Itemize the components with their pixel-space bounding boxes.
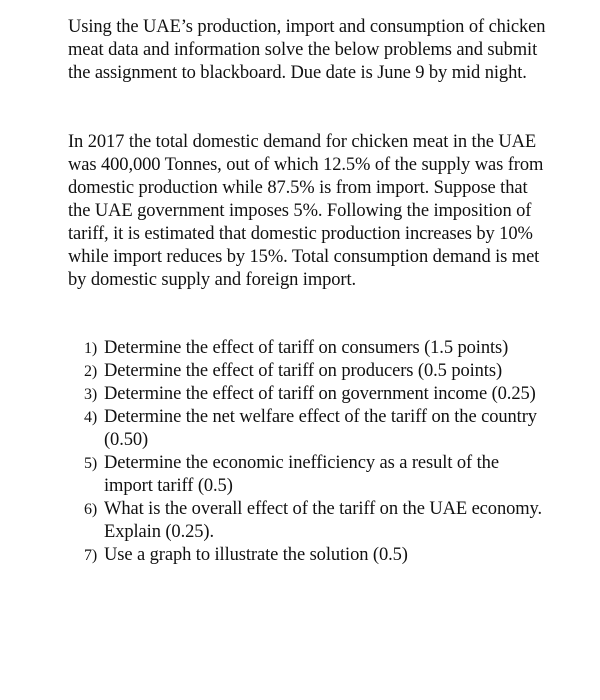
question-item: [84, 383, 544, 406]
question-item: [84, 360, 544, 383]
question-text: Determine the effect of tariff on producers (0.5 points): [104, 361, 503, 381]
question-list: [84, 337, 544, 567]
question-item: [84, 337, 544, 360]
question-number: 4): [84, 409, 98, 426]
question-text: Use a graph to illustrate the solution (0.5): [104, 545, 408, 565]
question-number: 1): [84, 340, 98, 357]
question-item: [84, 452, 544, 498]
question-item: [84, 406, 544, 452]
question-number: 7): [84, 547, 98, 564]
question-item: [84, 544, 544, 567]
question-text: Determine the effect of tariff on consumers (1.5 points): [104, 338, 509, 358]
question-text: What is the overall effect of the tariff on the UAE economy. Explain (0.25).: [104, 499, 543, 542]
question-number: 3): [84, 386, 98, 403]
question-item: [84, 498, 544, 544]
question-number: 6): [84, 501, 98, 518]
question-text: Determine the effect of tariff on government income (0.25): [104, 384, 536, 404]
question-text: Determine the economic inefficiency as a result of the import tariff (0.5): [104, 453, 499, 496]
intro-paragraph: Using the UAE’s production, import and consumption of chicken meat data and information solve the below problems and submit the assignment to blackboard. Due date is June 9 by mid night.: [68, 17, 546, 83]
question-text: Determine the net welfare effect of the tariff on the country (0.50): [104, 407, 537, 450]
scenario-paragraph: In 2017 the total domestic demand for chicken meat in the UAE was 400,000 Tonnes, out of which 12.5% of the supply was from domestic production while 87.5% is from import. Suppose that the UAE government imposes 5%. Following the imposition of tariff, it is estimated that domestic production increases by 10% while import reduces by 15%. Total consumption demand is met by domestic supply and foreign import.: [68, 132, 544, 290]
question-number: 2): [84, 363, 98, 380]
question-number: 5): [84, 455, 98, 472]
